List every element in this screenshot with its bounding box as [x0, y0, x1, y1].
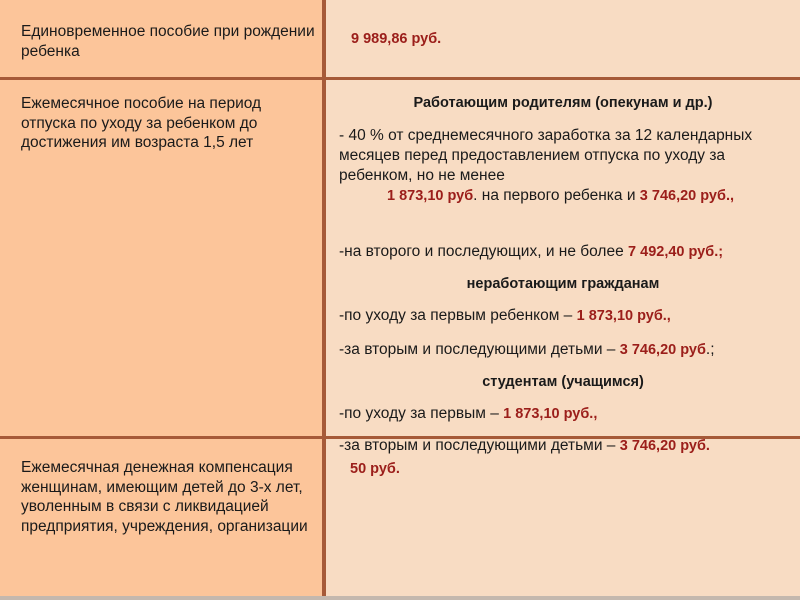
column-divider	[322, 0, 326, 600]
working-min-second: 3 746,20 руб.,	[639, 188, 735, 204]
unemployed-first-line	[339, 306, 791, 326]
working-second-line	[339, 242, 791, 262]
students-first-text: -по уходу за первым –	[339, 405, 499, 422]
row-2-label: Ежемесячное пособие на период отпуска по уходу за ребенком до достижения им возраста 1,5 лет	[21, 95, 262, 151]
working-max-amount: 7 492,40 руб.;	[628, 244, 724, 260]
unemployed-header: неработающим гражданам	[466, 276, 660, 292]
row-3-amount-line	[350, 459, 800, 479]
unemployed-second-text: -за вторым и последующими детьми –	[339, 341, 616, 358]
working-line1: - 40 % от среднемесячного заработка за 12 календарных месяцев перед предоставлением отпуска по уходу за ребенком, но не менее	[339, 127, 753, 184]
working-min-first: 1 873,10 руб	[387, 188, 474, 204]
unemployed-first-text: -по уходу за первым ребенком –	[339, 307, 573, 324]
row-3-label: Ежемесячная денежная компенсация женщинам, имеющим детей до 3-х лет, уволенным в связи с ликвидацией предприятия, учреждения, организации	[21, 459, 308, 535]
row-3-amount: 50 руб.	[350, 461, 400, 477]
students-first-amount: 1 873,10 руб.,	[503, 406, 598, 422]
students-second-line	[339, 436, 791, 456]
unemployed-first-amount: 1 873,10 руб.,	[576, 308, 671, 324]
row-1-label: Единовременное пособие при рождении ребенка	[21, 23, 315, 60]
students-first-line	[339, 404, 791, 424]
bottom-edge	[0, 596, 800, 600]
working-parents-text	[339, 126, 791, 206]
working-parents-header: Работающим родителям (опекунам и др.)	[413, 95, 713, 111]
unemployed-second-line	[339, 340, 791, 360]
students-second-text: -за вторым и последующими детьми –	[339, 437, 616, 454]
unemployed-second-amount: 3 746,20 руб	[619, 342, 706, 358]
unemployed-second-tail: .;	[705, 341, 715, 358]
working-second-text: -на второго и последующих, и не более	[339, 243, 624, 260]
students-header: студентам (учащимся)	[482, 374, 644, 390]
students-second-amount: 3 746,20 руб.	[619, 438, 710, 454]
row-divider	[0, 77, 800, 80]
right-column	[326, 0, 800, 600]
working-first-text: . на первого ребенка и	[473, 187, 636, 204]
row-1-amount: 9 989,86 руб.	[351, 31, 442, 47]
